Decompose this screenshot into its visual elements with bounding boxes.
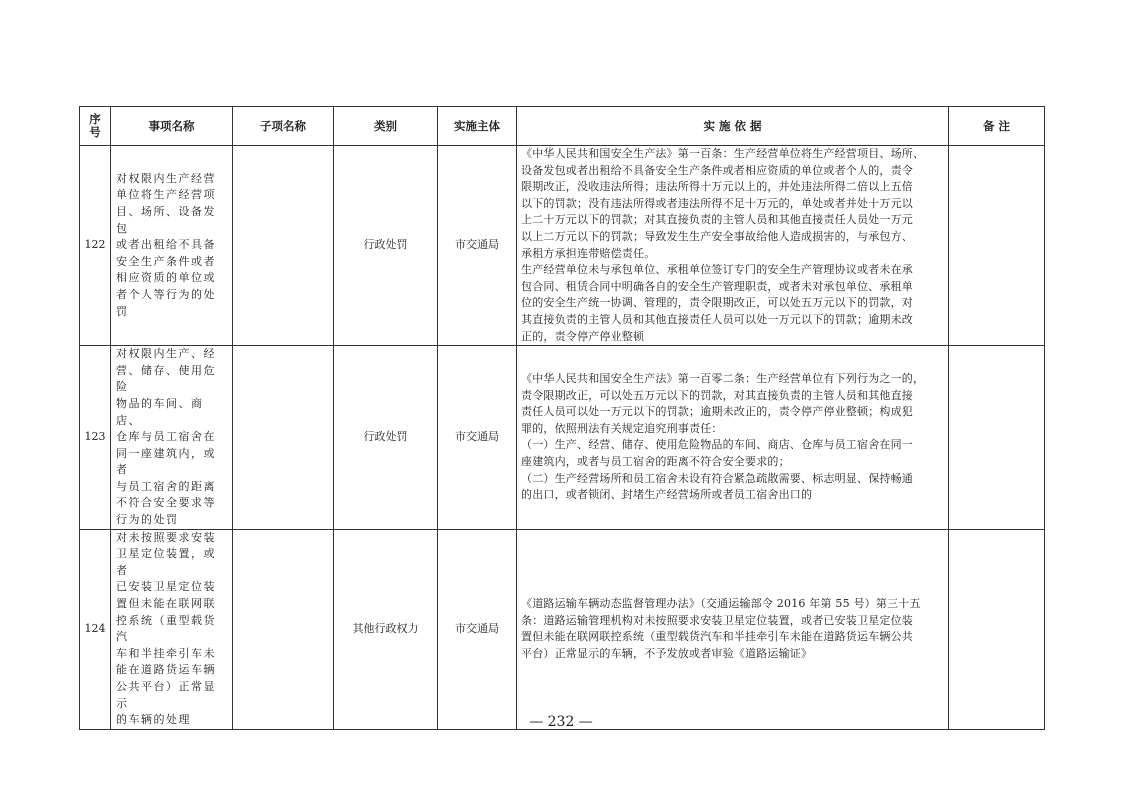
row-sub-item bbox=[233, 346, 334, 530]
table-header bbox=[80, 107, 1045, 146]
row-category: 行政处罚 bbox=[334, 346, 438, 530]
row-item-name: 对权限内生产、经 营、储存、使用危险 物品的车间、商店、 仓库与员工宿舍在 同一座建筑内，或者 与员工宿舍的距离 不符合安全要求等 行为的处罚 bbox=[111, 346, 233, 530]
row-basis: 《中华人民共和国安全生产法》第一百零二条：生产经营单位有下列行为之一的， 责令限期改正，可以处五万元以下的罚款，对其直接负责的主管人员和其他直接 责任人员可以处一万元以下的罚款；逾期未改正的，责令停产停业整顿；构成犯 罪的，依照刑法有关规定追究刑事责任： （一）生产、经营、储存、使用危险物品的车间、商店、仓库与员工宿舍在同一 座建筑内，或者与员工宿舍的距离不符合安全要求的； （二）生产经营场所和员工宿舍未设有符合紧急疏散需要、标志明显、保持畅通 的出口，或者锁闭、封堵生产经营场所或者员工宿舍出口的 bbox=[517, 346, 949, 530]
row-note bbox=[949, 529, 1045, 729]
header-agency: 实施主体 bbox=[438, 107, 517, 146]
table-row bbox=[80, 529, 1045, 729]
table-row bbox=[80, 146, 1045, 346]
row-agency: 市交通局 bbox=[438, 346, 517, 530]
header-no: 序 号 bbox=[80, 107, 111, 146]
row-agency: 市交通局 bbox=[438, 146, 517, 346]
row-sub-item bbox=[233, 529, 334, 729]
row-item-name: 对权限内生产经营 单位将生产经营项 目、场所、设备发包 或者出租给不具备 安全生产条件或者 相应资质的单位或 者个人等行为的处 罚 bbox=[111, 146, 233, 346]
row-no: 122 bbox=[80, 146, 111, 346]
header-sub-item: 子项名称 bbox=[233, 107, 334, 146]
header-note: 备 注 bbox=[949, 107, 1045, 146]
row-basis: 《中华人民共和国安全生产法》第一百条：生产经营单位将生产经营项目、场所、 设备发包或者出租给不具备安全生产条件或者相应资质的单位或者个人的，责令 限期改正，没收违法所得；违法所得十万元以上的，并处违法所得二倍以上五倍 以下的罚款；没有违法所得或者违法所得不足十万元的，单处或者并处十万元以 上二十万元以下的罚款；对其直接负责的主管人员和其他直接责任人员处一万元 以上二万元以下的罚款；导致发生生产安全事故给他人造成损害的，与承包方、 承租方承担连带赔偿责任。 生产经营单位未与承包单位、承租单位签订专门的安全生产管理协议或者未在承 包合同、租赁合同中明确各自的安全生产管理职责，或者未对承包单位、承租单 位的安全生产统一协调、管理的，责令限期改正，可以处五万元以下的罚款，对 其直接负责的主管人员和其他直接责任人员可以处一万元以下的罚款；逾期未改 正的，责令停产停业整顿 bbox=[517, 146, 949, 346]
row-category: 行政处罚 bbox=[334, 146, 438, 346]
row-note bbox=[949, 146, 1045, 346]
row-note bbox=[949, 346, 1045, 530]
row-sub-item bbox=[233, 146, 334, 346]
row-category: 其他行政权力 bbox=[334, 529, 438, 729]
row-basis: 《道路运输车辆动态监督管理办法》（交通运输部令 2016 年第 55 号）第三十五 条：道路运输管理机构对未按照要求安装卫星定位装置，或者已安装卫星定位装 置但未能在联网联控系统（重型载货汽车和半挂牵引车未能在道路货运车辆公共 平台）正常显示的车辆，不予发放或者审验《道路运输证》 bbox=[517, 529, 949, 729]
header-category: 类别 bbox=[334, 107, 438, 146]
header-item-name: 事项名称 bbox=[111, 107, 233, 146]
page-number: — 232 — bbox=[529, 714, 593, 730]
table-row bbox=[80, 346, 1045, 530]
row-no: 123 bbox=[80, 346, 111, 530]
authority-table bbox=[79, 106, 1045, 730]
row-no: 124 bbox=[80, 529, 111, 729]
header-basis: 实 施 依 据 bbox=[517, 107, 949, 146]
row-item-name: 对未按照要求安装 卫星定位装置，或者 已安装卫星定位装 置但未能在联网联 控系统（重型载货汽 车和半挂牵引车未 能在道路货运车辆 公共平台）正常显示 的车辆的处理 bbox=[111, 529, 233, 729]
row-agency: 市交通局 bbox=[438, 529, 517, 729]
